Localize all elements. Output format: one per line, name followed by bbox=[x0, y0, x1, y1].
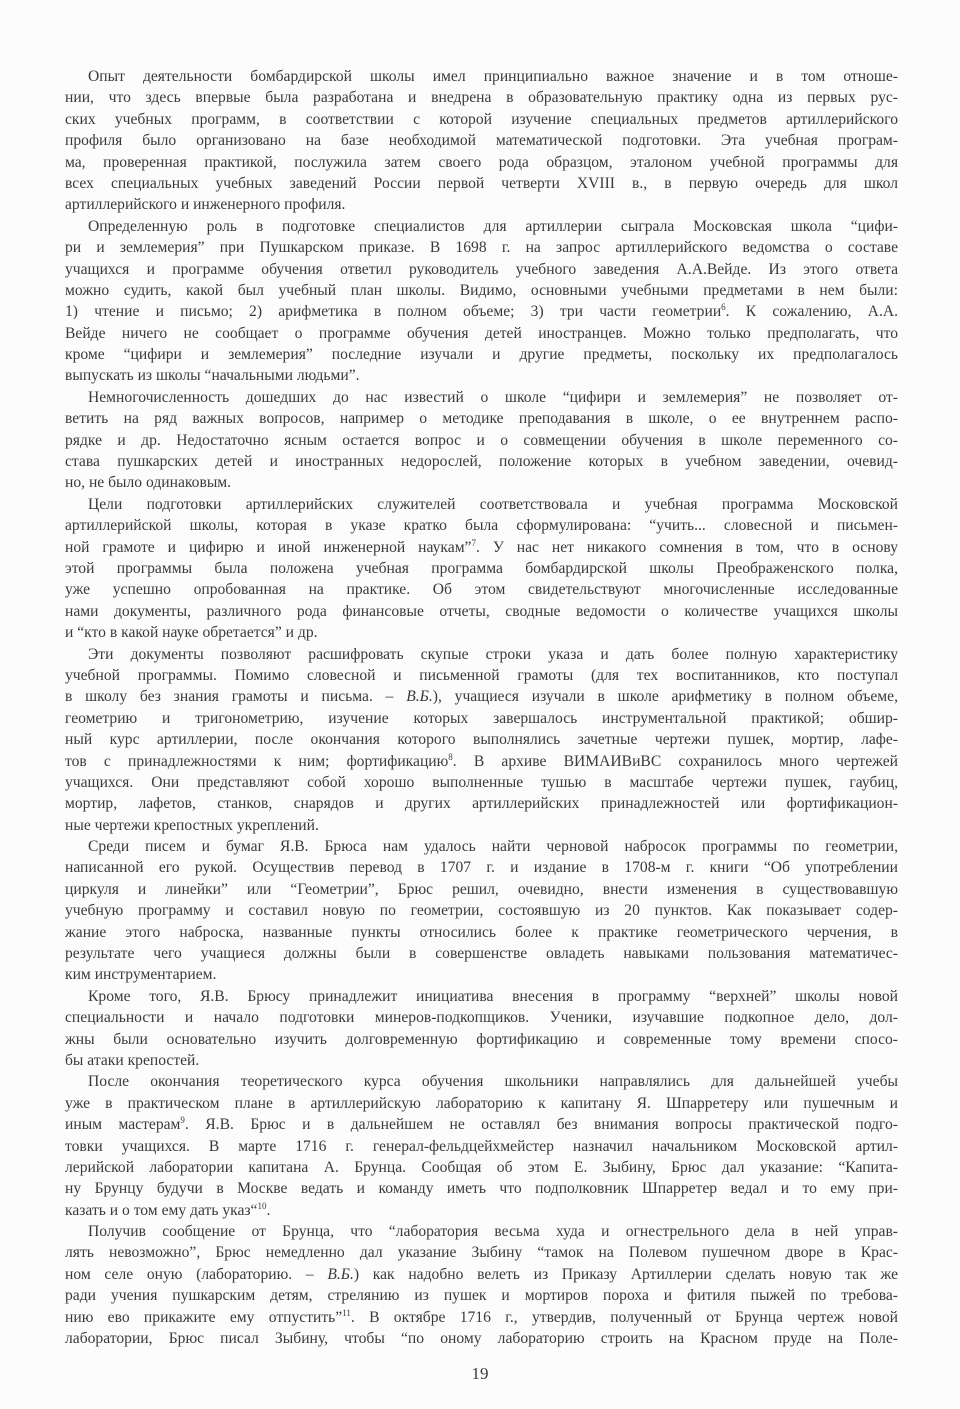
text-line: можно судить, какой был учебный план школы. Видимо, основными учебными предметами в нем были: bbox=[65, 281, 898, 299]
footnote-marker: 6 bbox=[721, 302, 726, 313]
document-body bbox=[65, 66, 898, 1349]
text-line: ну Брунцу будучи в Москве ведать и команду иметь что подполковник Шпарретер ведал и то ему при- bbox=[65, 1180, 898, 1198]
text-line: нии, что здесь впервые была разработана и внедрена в образовательную практику одна из первых рус- bbox=[65, 89, 898, 107]
paragraph bbox=[65, 387, 898, 494]
text-segment: . К сожалению, А.А. bbox=[725, 303, 899, 321]
text-line: учебную программу и составил новую по геометрии, состоявшую из 20 пунктов. Как показывает содер- bbox=[65, 902, 898, 920]
text-line: учебной программы. Помимо словесной и письменной грамоты (для тех воспитанников, кто поступал bbox=[65, 666, 898, 684]
text-segment: нию ево прикажите ему отпустить” bbox=[65, 1308, 343, 1326]
text-line: но, не было одинаковым. bbox=[65, 474, 232, 492]
footnote-marker: 11 bbox=[342, 1307, 351, 1318]
text-line: специальности и начало подготовки минеров-подкопщиков. Ученики, изучавшие подкопное дело, дол- bbox=[65, 1009, 898, 1027]
text-segment: ной грамоте и цифирю и иной инженерной наукам” bbox=[65, 538, 472, 556]
text-line: Опыт деятельности бомбардирской школы имел принципиально важное значение и в том отноше- bbox=[88, 68, 898, 85]
text-line bbox=[65, 537, 898, 558]
text-line: результате чего учащиеся должны были в совершенстве овладеть навыками пользования математичес- bbox=[65, 945, 898, 963]
footnote-marker: 9 bbox=[180, 1115, 185, 1126]
text-segment: . bbox=[266, 1201, 271, 1219]
text-segment: . В архиве ВИМАИВиВС сохранилось много чертежей bbox=[452, 752, 898, 770]
footnote-marker: 8 bbox=[448, 751, 453, 762]
text-line: Цели подготовки артиллерийских служителей соответствовала и учебная программа Московской bbox=[88, 495, 898, 513]
text-line: нами документы, различного рода финансовые отчеты, сводные ведомости о количестве учащихся школы bbox=[65, 602, 898, 620]
text-line: става пушкарских детей и иностранных недорослей, положение которых в учебном заведении, очевид- bbox=[65, 453, 898, 471]
text-line: Получив сообщение от Брунца, что “лаборатория весьма худа и огнестрельного дела в ней управ- bbox=[88, 1223, 898, 1241]
text-line: геометрию и тригонометрию, изучение которых завершалось инструментальной практикой; обшир- bbox=[65, 709, 898, 727]
text-line: ри и землемерия” при Пушкарском приказе. В 1698 г. на запрос артиллерийского ведомства о составе bbox=[65, 239, 898, 257]
text-line bbox=[65, 301, 898, 322]
text-segment: тов с принадлежностями к ним; фортификацию bbox=[65, 752, 449, 770]
text-line: всех специальных учебных заведений России первой четверти XVIII в., в первую очередь для школ bbox=[65, 174, 898, 192]
text-line: Определенную роль в подготовке специалистов для артиллерии сыграла Московская школа “цифи- bbox=[88, 217, 898, 235]
text-line: и “кто в какой науке обретается” и др. bbox=[65, 624, 318, 642]
paragraph bbox=[65, 644, 898, 837]
text-line bbox=[65, 1200, 898, 1221]
text-line bbox=[65, 686, 898, 707]
author-initials: В.Б. bbox=[327, 1265, 354, 1283]
text-segment: казать и о том ему дать указ“ bbox=[65, 1201, 258, 1219]
text-line: ских учебных программ, в соответствии с которой изучение специальных предметов артиллерийского bbox=[65, 110, 898, 128]
paragraph bbox=[65, 66, 898, 216]
text-segment: ном селе оную (лабораторию. – bbox=[65, 1265, 328, 1283]
text-line bbox=[65, 751, 898, 772]
text-line: лаборатории, Брюс писал Зыбину, чтобы “по оному лабораторию строить на Красном пруде на Поле- bbox=[65, 1330, 898, 1348]
text-line: жание этого наброска, названные пункты относились более к практике геометрического черчения, в bbox=[65, 923, 898, 941]
footnote-marker: 10 bbox=[257, 1200, 267, 1211]
page-number: 19 bbox=[471, 1364, 489, 1383]
text-segment: ) как надобно велеть из Приказу Артиллерии сделать новую так же bbox=[353, 1265, 898, 1283]
text-segment: . У нас нет никакого сомнения в том, что в основу bbox=[475, 538, 898, 556]
text-line: профиля было организовано на базе необходимой математической подготовки. Эта учебная програм- bbox=[65, 132, 898, 150]
paragraph bbox=[65, 1071, 898, 1221]
text-line bbox=[65, 1307, 898, 1328]
author-initials: В.Б. bbox=[406, 688, 433, 706]
paragraph bbox=[65, 216, 898, 387]
paragraph bbox=[65, 1221, 898, 1349]
text-line: учащихся и программе обучения ответил руководитель учебного заведения А.А.Вейде. Из этого ответа bbox=[65, 260, 898, 278]
text-line: этой программы была положена учебная программа бомбардирской школы Преображенского полка, bbox=[65, 559, 898, 577]
text-line bbox=[65, 1114, 898, 1135]
text-line: Вейде ничего не сообщает о программе обучения детей иностранцев. Можно только предполагать, что bbox=[65, 324, 898, 342]
text-line: Кроме того, Я.В. Брюсу принадлежит инициатива внесения в программу “верхней” школы новой bbox=[88, 987, 898, 1005]
text-line bbox=[65, 1264, 898, 1285]
text-line: После окончания теоретического курса обучения школьники направлялись для дальнейшей учебы bbox=[88, 1073, 898, 1091]
text-line: ради учения пушкарским детям, стрелянию из пушек и мортиров пороха и фитиля пыжей по требова- bbox=[65, 1287, 898, 1305]
text-segment: . В октябре 1716 г., утвердив, полученный от Брунца чертеж новой bbox=[350, 1308, 898, 1326]
text-line: ные чертежи крепостных укреплений. bbox=[65, 816, 319, 834]
text-line: мортир, лафетов, станков, снарядов и других артиллерийских принадлежностей или фортификацион- bbox=[65, 795, 898, 813]
text-line: учащихся. Они представляют собой хорошо выполненные тушью в масштабе чертежи пушек, гаубиц, bbox=[65, 773, 898, 791]
text-line: ветить на ряд важных вопросов, например о методике преподавания в школе, о ее внутреннем распо- bbox=[65, 410, 898, 428]
text-line: ма, проверенная практикой, послужила затем своего рода образцом, эталоном учебной программы для bbox=[65, 153, 898, 171]
text-line: артиллерийской школы, которая в указе кратко была сформулирована: “учить... словесной и письмен- bbox=[65, 517, 898, 535]
text-line: уже в практическом плане в артиллерийскую лабораторию к капитану Я. Шпарретеру или пушечным и bbox=[65, 1094, 898, 1112]
text-line: бы атаки крепостей. bbox=[65, 1051, 200, 1069]
footnote-marker: 7 bbox=[471, 537, 476, 548]
text-segment: 1) чтение и письмо; 2) арифметика в полном объеме; 3) три части геометрии bbox=[65, 303, 722, 321]
text-line: лять невозможно”, Брюс немедленно дал указание Зыбину “тамок на Полевом пушечном дворе в Крас- bbox=[65, 1244, 898, 1262]
text-segment: иным мастерам bbox=[65, 1116, 181, 1134]
text-line: Среди писем и бумаг Я.В. Брюса нам удалось найти черновой набросок программы по геометрии, bbox=[88, 838, 898, 856]
text-line: товки учащихся. В марте 1716 г. генерал-фельдцейхмейстер назначил начальником Московской артил- bbox=[65, 1137, 898, 1155]
text-line: кроме “цифири и землемерия” последние изучали и другие предметы, поскольку их предполагалось bbox=[65, 346, 898, 364]
text-line: ный курс артиллерии, после окончания которого выполнялись зачетные чертежи пушек, мортир, лафе- bbox=[65, 731, 898, 749]
text-line: артиллерийского и инженерного профиля. bbox=[65, 196, 346, 214]
text-segment: . Я.В. Брюс и в дальнейшем не оставлял без внимания вопросы практической подго- bbox=[184, 1116, 899, 1134]
text-line: выпускать из школы “начальными людьми”. bbox=[65, 367, 360, 385]
text-line: лерийской лаборатории капитана А. Брунца. Сообщая об этом Е. Зыбину, Брюс дал указание: “Капита- bbox=[65, 1158, 898, 1176]
text-line: жны были основательно изучить долговременную фортификацию и современные тому времени спосо- bbox=[65, 1030, 898, 1048]
text-line: уже успешно опробованная на практике. Об этом свидетельствуют многочисленные исследованные bbox=[65, 581, 898, 599]
text-line: циркуля и линейки” или “Геометрии”, Брюс решил, очевидно, внести изменения в существовавшую bbox=[65, 880, 898, 898]
text-line: ким инструментарием. bbox=[65, 966, 217, 984]
paragraph bbox=[65, 986, 898, 1072]
text-segment: ), учащиеся изучали в школе арифметику в полном объеме, bbox=[432, 688, 898, 706]
text-line: написанной его рукой. Осуществив перевод в 1707 г. и издание в 1708-м г. книги “Об употреблении bbox=[65, 859, 898, 877]
text-segment: в школу без знания грамоты и письма. – bbox=[65, 688, 407, 706]
text-line: Немногочисленность дошедших до нас известий о школе “цифири и землемерия” не позволяет от- bbox=[88, 388, 898, 406]
text-line: Эти документы позволяют расшифровать скупые строки указа и дать более полную характеристику bbox=[88, 645, 898, 663]
paragraph bbox=[65, 494, 898, 644]
text-line: рядке и др. Недостаточно ясным остается вопрос и о совмещении обучения в школе переменного со- bbox=[65, 431, 898, 449]
paragraph bbox=[65, 836, 898, 986]
